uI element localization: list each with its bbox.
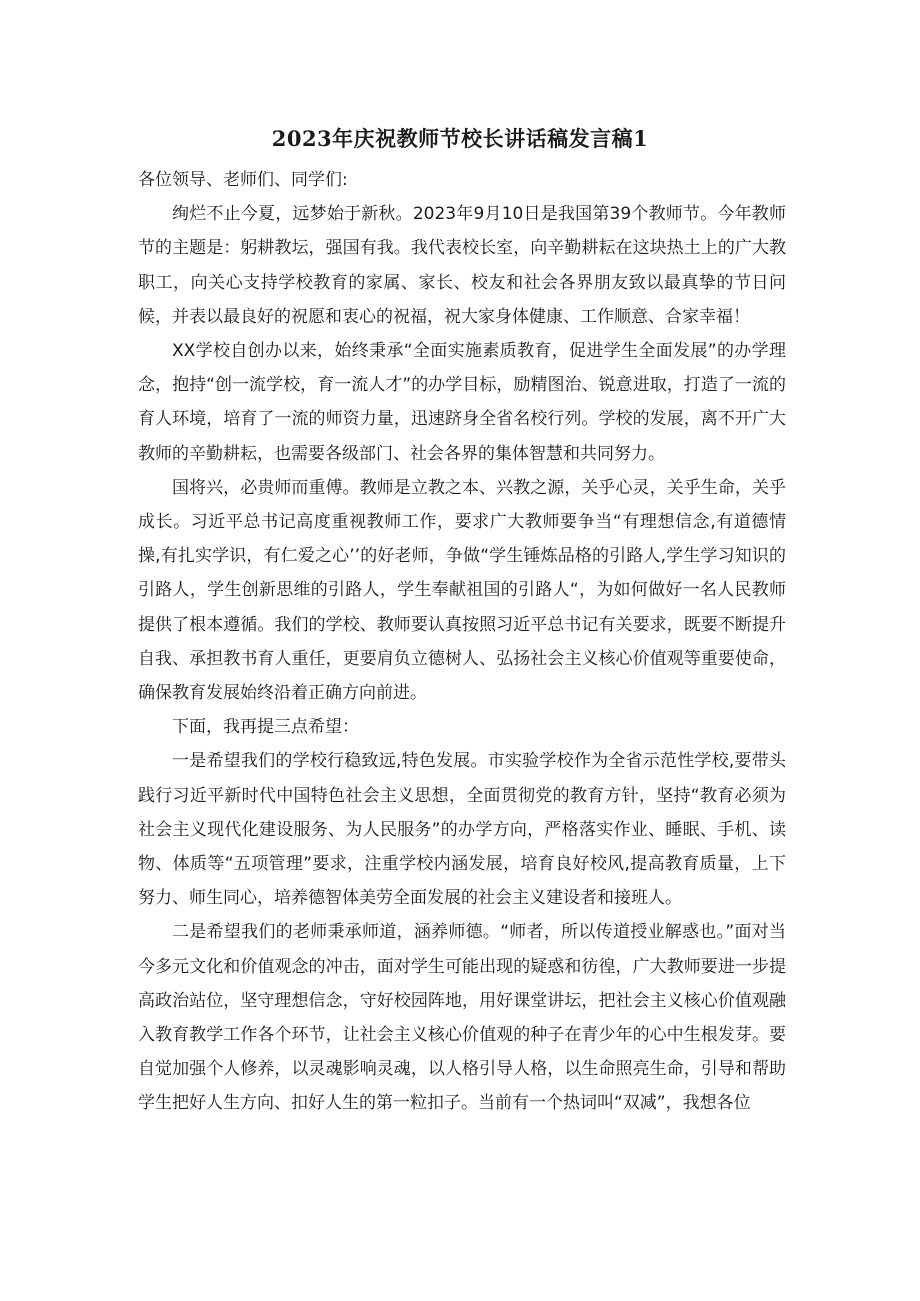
paragraph-three-hopes-intro: 下面，我再提三点希望： — [172, 717, 359, 738]
salutation: 各位领导、老师们、同学们: — [138, 170, 348, 190]
paragraph-hope-two: 二是希望我们的老师秉承师道，涵养师德。“师者，所以传道授业解惑也。”面对当今多元文化和价值观念的冲击，面对学生可能出现的疑惑和彷徨，广大教师要进一步提高政治站位，坚守理想信念，守好校园阵地，用好课堂讲坛，把社会主义核心价值观融入教育教学工作各个环节，让社会主义核心价值观的种子在青少年的心中生根发芽。要自觉加强个人修养，以灵魂影响灵魂，以人格引导人格，以生命照亮生命，引导和帮助学生把好人生方向、扣好人生的第一粒扣子。当前有一个热词叫“双减”，我想各位 — [138, 922, 786, 1114]
document-body — [138, 163, 786, 1121]
paragraph-teacher-role: 国将兴，必贵师而重傅。教师是立教之本、兴教之源，关乎心灵，关乎生命，关乎成长。习近平总书记高度重视教师工作，要求广大教师要争当“有理想信念,有道德情操,有扎实学识，有仁爱之心’’的好老师，争做“学生锤炼品格的引路人,学生学习知识的引路人，学生创新思维的引路人，学生奉献祖国的引路人“，为如何做好一名人民教师提供了根本遵循。我们的学校、教师要认真按照习近平总书记有关要求，既要不断提升自我、承担教书育人重任，更要肩负立德树人、弘扬社会主义核心价值观等重要使命，确保教育发展始终沿着正确方向前进。 — [138, 477, 786, 704]
paragraph-greeting: 绚烂不止今夏，远梦始于新秋。2023年9月10日是我国第39个教师节。今年教师节的主题是：躬耕教坛，强国有我。我代表校长室，向辛勤耕耘在这块热土上的广大教职工，向关心支持学校教育的家属、家长、校友和社会各界朋友致以最真挚的节日问候，并表以最良好的祝愿和衷心的祝福，祝大家身体健康、工作顺意、合家幸福！ — [138, 204, 786, 327]
paragraph-hope-one: 一是希望我们的学校行稳致远,特色发展。市实验学校作为全省示范性学校,要带头践行习近平新时代中国特色社会主义思想，全面贯彻党的教育方针，坚持“教育必须为社会主义现代化建设服务、为人民服务”的办学方向，严格落实作业、睡眠、手机、读物、体质等“五项管理”要求，注重学校内涵发展，培育良好校风,提高教育质量，上下努力、师生同心，培养德智体美劳全面发展的社会主义建设者和接班人。 — [138, 751, 786, 909]
document-title: 2023年庆祝教师节校长讲话稿发言稿1 — [271, 126, 649, 151]
paragraph-school-history: XX学校自创办以来，始终秉承“全面实施素质教育，促进学生全面发展”的办学理念，抱持“创一流学校，育一流人才”的办学目标，励精图治、锐意进取，打造了一流的育人环境，培育了一流的师资力量，迅速跻身全省名校行列。学校的发展，离不开广大教师的辛勤耕耘，也需要各级部门、社会各界的集体智慧和共同努力。 — [138, 341, 786, 464]
